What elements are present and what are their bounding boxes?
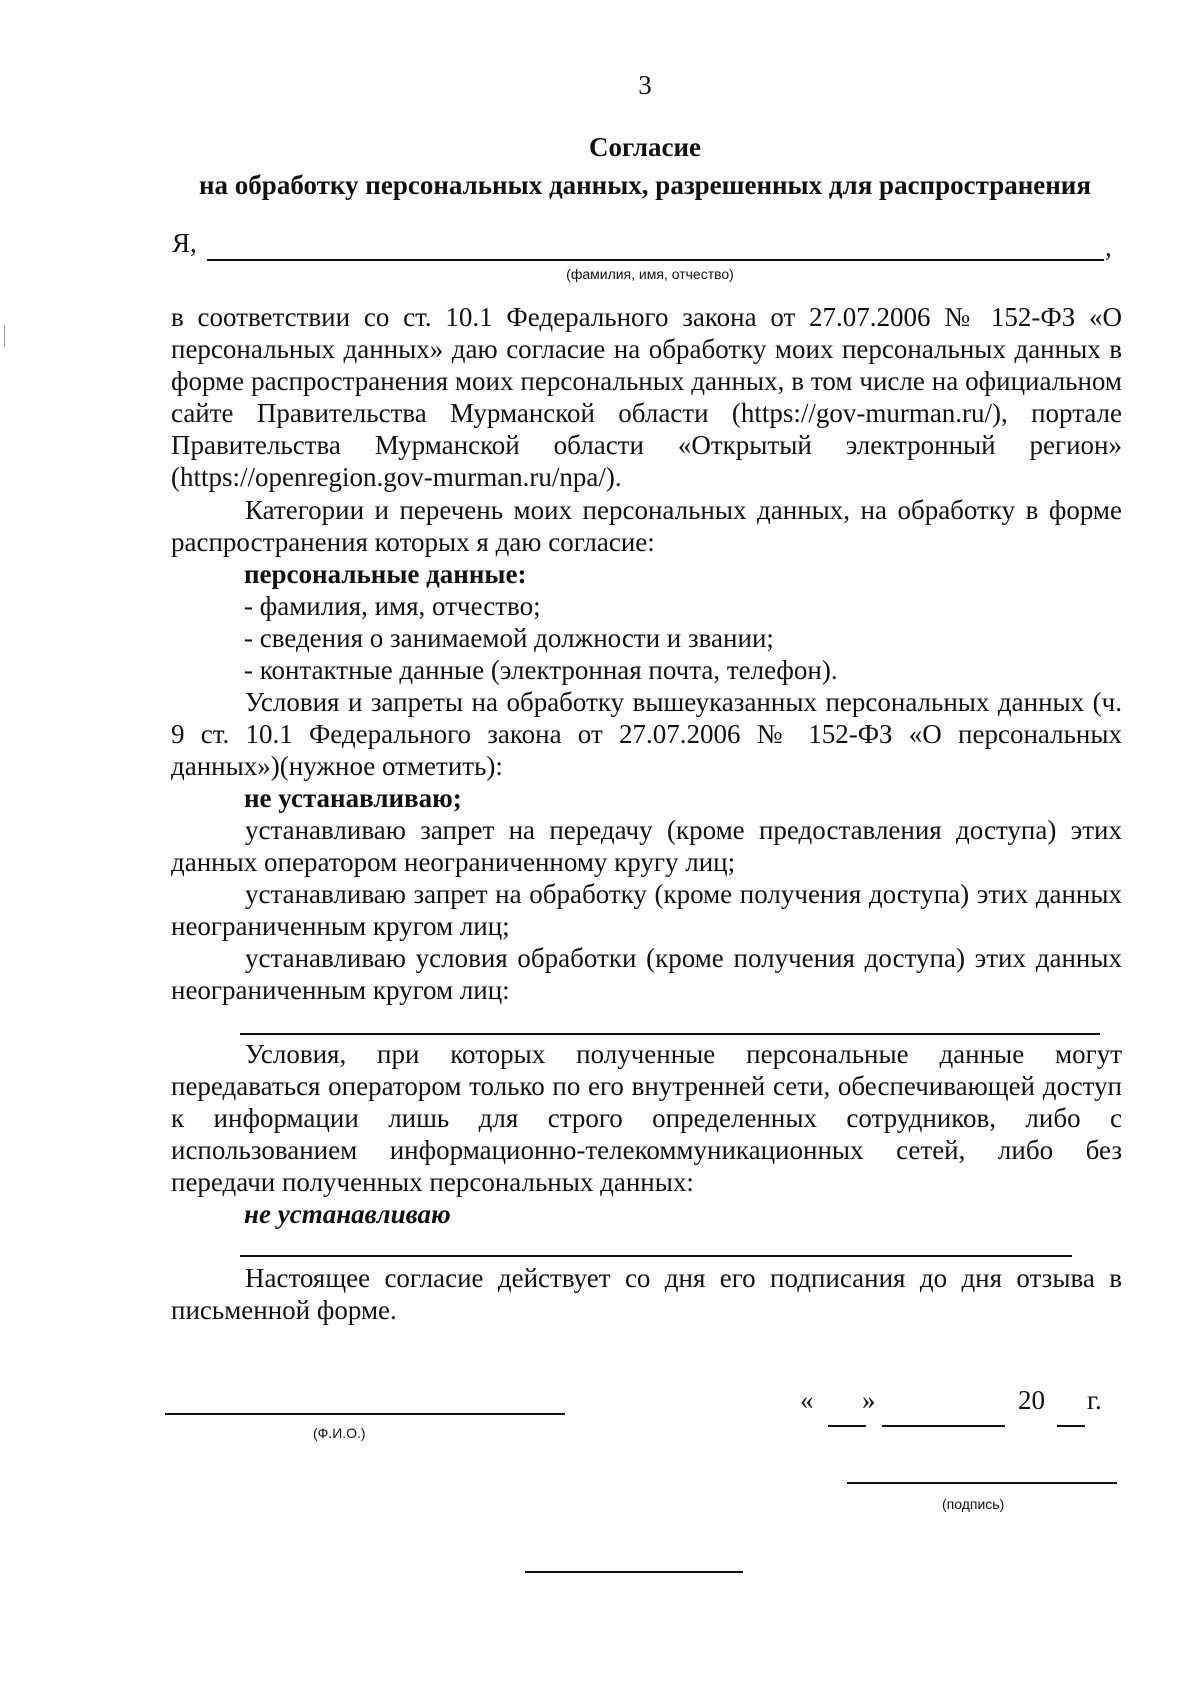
conditions-paragraph: Условия и запреты на обработку вышеуказанных персональных данных (ч. 9 ст. 10.1 Федерального закона от 27.07.2006 № 152-ФЗ «О персональных данных»)(нужное отметить): <box>171 687 1122 781</box>
personal-data-item: - фамилия, имя, отчество; <box>244 591 541 621</box>
option-transfer-ban[interactable]: устанавливаю запрет на передачу (кроме предоставления доступа) этих данных оператором неограниченному кругу лиц; <box>171 815 1122 877</box>
date-year-line[interactable] <box>1057 1425 1085 1427</box>
network-answer[interactable]: не устанавливаю <box>244 1199 451 1229</box>
date-year-prefix: 20 <box>1018 1385 1045 1415</box>
document-title: Согласие <box>588 132 702 162</box>
scan-margin-mark <box>4 325 5 347</box>
network-input-line[interactable] <box>240 1255 1072 1257</box>
fio-caption: (Ф.И.О.) <box>313 1425 366 1441</box>
option-processing-ban[interactable]: устанавливаю запрет на обработку (кроме получения доступа) этих данных неограниченным кругом лиц; <box>171 879 1122 941</box>
date-close-quote: » <box>862 1385 876 1415</box>
date-year-suffix: г. <box>1087 1385 1102 1415</box>
date-month-line[interactable] <box>882 1425 1005 1427</box>
name-prefix: Я, <box>172 228 197 258</box>
validity-paragraph: Настоящее согласие действует со дня его подписания до дня отзыва в письменной форме. <box>171 1263 1122 1325</box>
page-number: 3 <box>638 70 652 100</box>
categories-paragraph: Категории и перечень моих персональных данных, на обработку в форме распространения которых я даю согласие: <box>171 495 1122 557</box>
name-input-line[interactable] <box>207 259 1104 261</box>
option-none[interactable]: не устанавливаю; <box>244 783 462 813</box>
network-paragraph: Условия, при которых полученные персональные данные могут передаваться оператором только по его внутренней сети, обеспечивающей доступ к информации лишь для строго определенных сотрудников, либо с использованием информационно-телекоммуникационных сетей, либо без передачи полученных персональных данных: <box>171 1039 1122 1197</box>
signature-line[interactable] <box>847 1482 1117 1484</box>
document-subtitle: на обработку персональных данных, разрешенных для распространения <box>199 170 1091 200</box>
personal-data-heading: персональные данные: <box>244 559 527 589</box>
date-open-quote: « <box>800 1385 814 1415</box>
intro-paragraph: в соответствии со ст. 10.1 Федерального закона от 27.07.2006 № 152-ФЗ «О персональных данных» даю согласие на обработку моих персональных данных в форме распространения моих персональных данных, в том числе на официальном сайте Правительства Мурманской области (https://gov-murman.ru/), портале Правительства Мурманской области «Открытый электронный регион» (https://openregion.gov-murman.ru/npa/). <box>171 302 1122 492</box>
fio-input-line[interactable] <box>165 1413 565 1415</box>
personal-data-item: - контактные данные (электронная почта, телефон). <box>244 655 838 685</box>
closing-separator <box>525 1571 743 1573</box>
name-suffix: , <box>1105 232 1112 262</box>
personal-data-item: - сведения о занимаемой должности и звании; <box>244 623 774 653</box>
signature-caption: (подпись) <box>942 1496 1005 1512</box>
option-conditions[interactable]: устанавливаю условия обработки (кроме получения доступа) этих данных неограниченным кругом лиц: <box>171 943 1122 1005</box>
name-caption: (фамилия, имя, отчество) <box>566 266 734 282</box>
date-day-line[interactable] <box>828 1425 866 1427</box>
conditions-input-line[interactable] <box>240 1033 1100 1035</box>
